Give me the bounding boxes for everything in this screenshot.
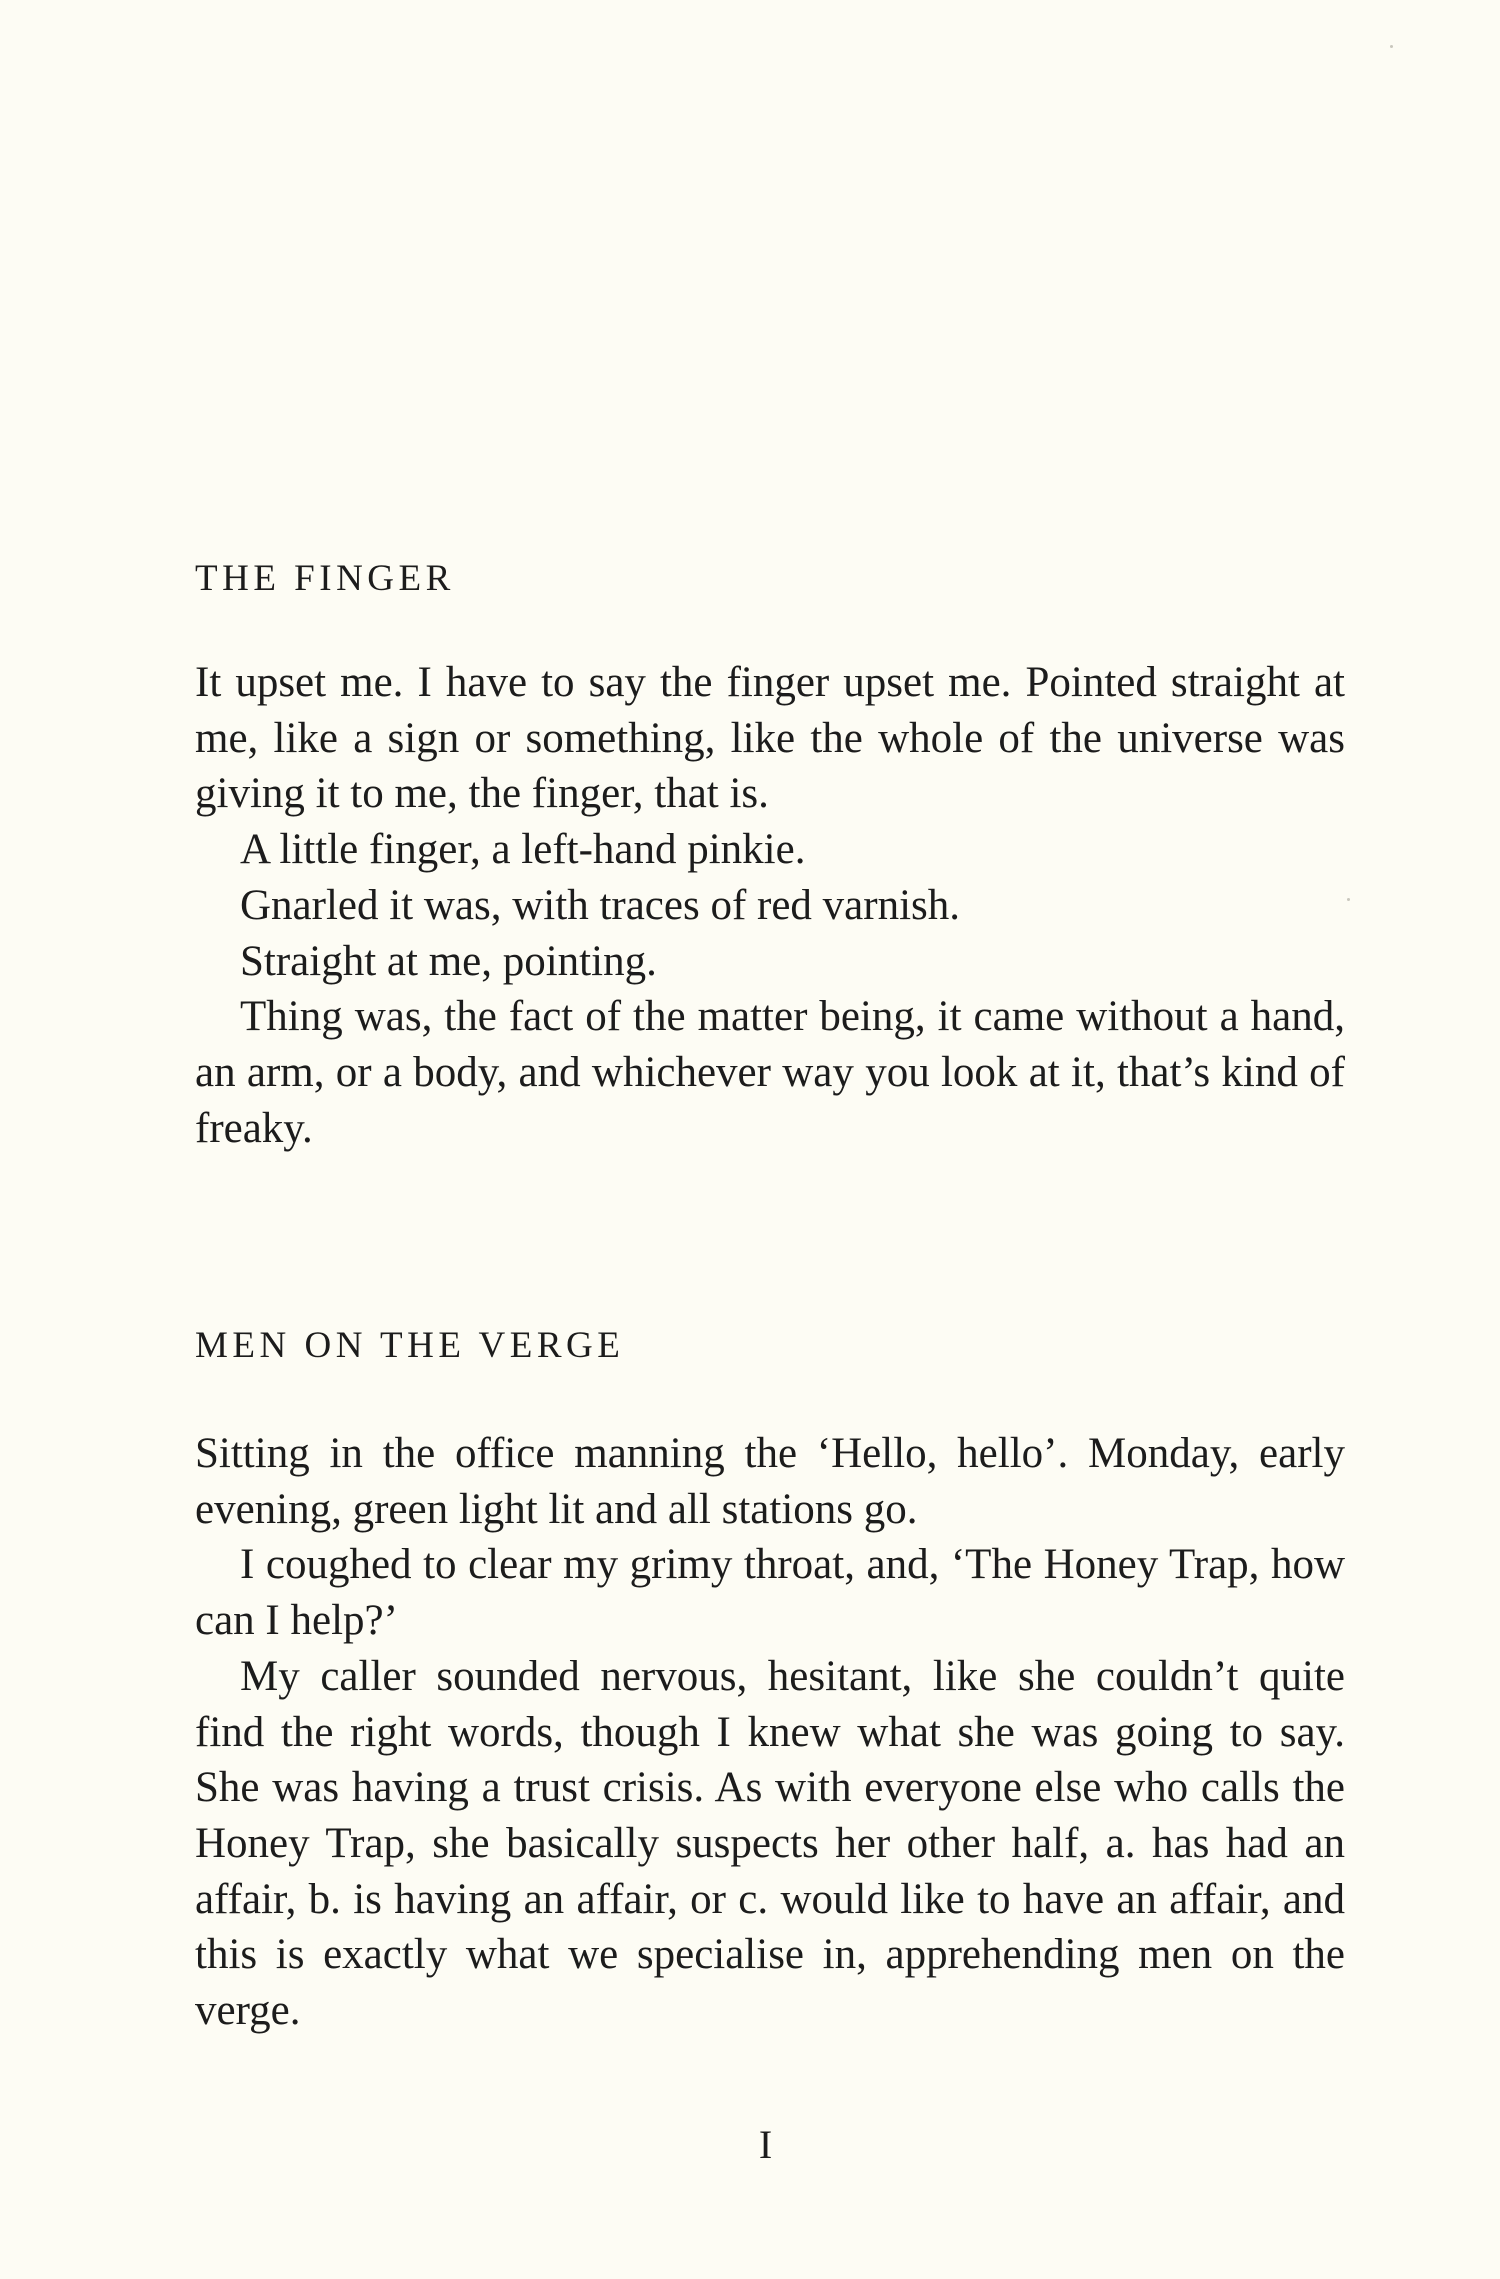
paper-speck <box>1347 898 1350 901</box>
story-paragraph: Straight at me, pointing. <box>240 937 657 985</box>
story-paragraph: I coughed to clear my grimy throat, and, ‘The Honey Trap, how can I help?’ <box>195 1541 1345 1645</box>
story-body-men-on-the-verge <box>195 1426 1345 2039</box>
story-title-the-finger: THE FINGER <box>195 558 455 599</box>
story-paragraph: It upset me. I have to say the finger upset me. Pointed straight at me, like a sign or something, like the whole of the universe was giving it to me, the finger, that is. <box>195 659 1345 818</box>
story-paragraph: Gnarled it was, with traces of red varnish. <box>240 881 961 929</box>
story-body-the-finger <box>195 655 1345 1156</box>
paper-speck <box>1390 45 1393 48</box>
story-title-men-on-the-verge: MEN ON THE VERGE <box>195 1325 625 1366</box>
story-paragraph: A little finger, a left-hand pinkie. <box>240 826 806 874</box>
story-paragraph: Sitting in the office manning the ‘Hello, hello’. Monday, early evening, green light lit and all stations go. <box>195 1430 1345 1533</box>
story-paragraph: Thing was, the fact of the matter being, it came without a hand, an arm, or a body, and whichever way you look at it, that’s kind of freaky. <box>195 993 1345 1152</box>
page-number: I <box>758 2122 774 2167</box>
story-paragraph: My caller sounded nervous, hesitant, like she couldn’t quite find the right words, though I knew what she was going to say. She was having a trust crisis. As with everyone else who calls the Honey Trap, she basically suspects her other half, a. has had an affair, b. is having an affair, or c. would like to have an affair, and this is exactly what we specialise in, apprehending men on the verge. <box>195 1652 1345 2035</box>
